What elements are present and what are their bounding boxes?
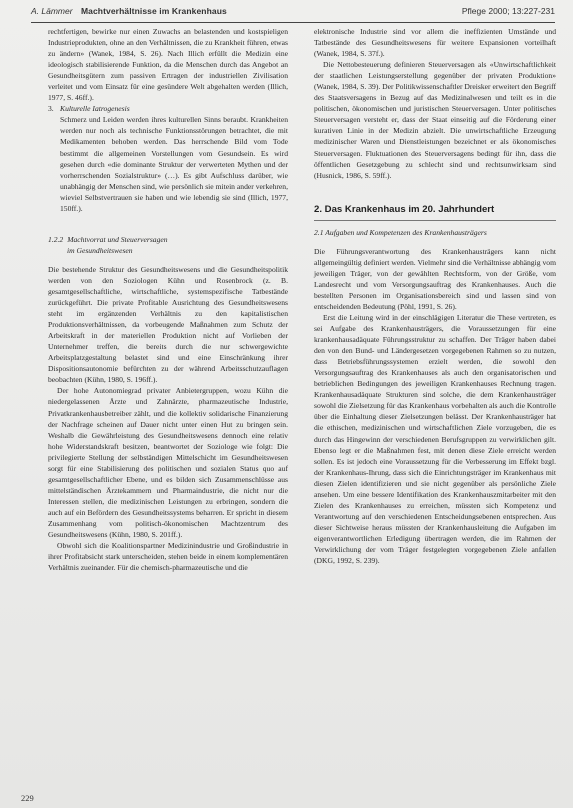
left-paragraph-3: Der hohe Autonomiegrad privater Anbietergruppen, wozu Kühn die niedergelassenen Ärzte und Zahnärzte, pharmazeutische Industrie, Privatkrankenhausbetreiber zählt, und die kollektiv solidarische Finanzierung der Nachfrage scheinen auf Dauer nicht unter einen Hut zu bringen sein. Weshalb die Gewährleistung des Gesundheitswesens dennoch eine relativ hohe Widerstandskraft besitzen, beantwortet der Soziologe wie folgt: Die privilegierte Stellung der selbständigen Mittelschicht im Gesundheitswesen sorgt für eine Stabilisierung des politischen und sozialen Status quo auf gesamtgesellschaftlicher Ebene, und es bilden sich Zusammenschlüsse aus mittelständischen Ärztekammern und Pharmaindustrie, die nicht nur die Interessen stellen, die medizinischen Leistungen zu erbringen, sondern die auch auf ein Befördern des Gesundheitssystems beharren. Er spricht in diesem Zusammenhang vom politisch-ökonomischen Machtzentrum des Gesundheitswesens (Kühn, 1980, S. 201ff.). bbox=[48, 386, 288, 540]
subsection-heading bbox=[48, 234, 288, 256]
list-item-3 bbox=[48, 103, 288, 213]
header-citation: Pflege 2000; 13:227-231 bbox=[461, 6, 555, 16]
left-paragraph-4: Obwohl sich die Koalitionspartner Medizinindustrie und Großindustrie in ihrer Profitabsicht stark unterscheiden, stehen beide in einem komplementären Verhältnis zueinander. Für die chemisch-pharmazeutische und die bbox=[48, 541, 288, 573]
subsection-number: 1.2.2 bbox=[48, 234, 64, 244]
right-paragraph-1: elektronische Industrie sind vor allem die ineffizienten Umstände und Tatbestände des Gesundheitswesens für weitere Expansionen vorteilhaft (Wanek, 1984, S. 37f.). bbox=[314, 27, 556, 59]
list-item-body: Schmerz und Leiden werden ihres kulturellen Sinns beraubt. Krankheiten werden nur noch als technische Funktionsstörungen betrachtet, die mit Medikamenten behoben werden. Das herrschende Bild vom Tode bestimmt die allgemeinen Vorstellungen vom Gesundsein. Es wird gesehen durch «die dominante Struktur der verwerteten Mythen und der vorherrschenden Sozialstruktur» (…). Es gibt Aufschluss darüber, wie unabhängig der Menschen sind, wie persönlich sie mitein ander verkehren, wieviel Selbstvertrauen sie haben und wie lebendig sie sind (Illich, 1977, 150ff.). bbox=[60, 115, 288, 213]
right-column bbox=[314, 26, 556, 566]
list-item-number: 3. bbox=[48, 104, 54, 114]
header-title: Machtverhältnisse im Krankenhaus bbox=[80, 6, 227, 16]
section-rule bbox=[314, 220, 556, 221]
section-subheading: 2.1 Aufgaben und Kompetenzen des Krankenhausträgers bbox=[314, 227, 487, 237]
right-paragraph-2: Die Nettobesteuerung definieren Steuerversagen als «Unwirtschaftlichkeit der staatlichen Leistungserstellung gegenüber der privaten Produktion» (Wanek, 1984, S. 39). Der Politikwissenschaftler Dreisker erweitert den Begriff des Staatsversagens in Bezug auf das Medizinalwesen und teilt es in die politischen, ökonomischen und juristischen Steuerversagen. Unter politisches Steuerversagen versteht er, dass der Staat einseitig auf die Förderung einer kurativen Linie in der Medizin abzielt. Die unwirtschaftliche Erzeugung medizinischer Waren und Dienstleistungen bezeichnet er als ökonomisches Steuerversagen. Fluktuationen des Steuerversagens bedingt für ihn, dass die öffentlichen Gesetzgebung zu schlecht sind und rechtsunwirksam sind (Husnick, 1986, S. 59ff.). bbox=[314, 60, 556, 180]
left-paragraph-2: Die bestehende Struktur des Gesundheitswesens und die Gesundheitspolitik werden von den Soziologen Kühn und Rosenbrock (z. B. gesamtgesellschaftliche, wirtschaftliche, systemspezifische Tatbestände zurückgeführt. Die private Profitable Ausrichtung des Gesundheitswesens steht im ergänzenden Verhältnis zu den kapitalistischen Produktionsverhältnissen, da vorbeugende Maßnahmen zum Schutz der Arbeitskraft in der materiellen Produktion nicht auf Vorlieben der Unternehmer treffen, die bereits durch die nur schwergewichte Arbeitsplatzgestaltung belastet sind und eine Einschränkung ihrer Dispositionsautonomie befürchten zu der während Arbeitsschutzauflagen beobachten (Kühn, 1980, S. 196ff.). bbox=[48, 264, 288, 385]
running-header bbox=[31, 0, 555, 23]
header-author: A. Lämmer bbox=[31, 6, 73, 16]
right-paragraph-4: Erst die Leitung wird in der einschlägigen Literatur die These vertreten, es sei Aufgabe des Krankenhausträgers, die Voraussetzungen für eine krankenhausadäquate Führungsstruktur zu schaffen. Der Träger haben dabei den von den Bund- und Ländergesetzen vorgegebenen Rahmen so zu nutzen, dass Betriebsführungssystemen erzielt werden, die sowohl den Versorgungsauftrag des Krankenhauses als auch den organisatorischen und betrieblichen Bedingungen des jeweiligen Krankenhauses Rechnung tragen. Krankenhausadäquate Strukturen sind solche, die dem Krankenhausträger sowohl die Zielsetzung für das Krankenhaus vorbehalten als auch die Kontrolle über die Einhaltung dieser Zielsetzungen belässt. Der Krankenhausträger hat die ethischen, medizinischen und wirtschaftlichen Ziele vorzugeben, die es durch das Hingewinn der verschiedenen Berufsgruppen zu verwirklichen gilt. Ebenso legt er die Maßnahmen fest, mit denen diese Ziele erreicht werden sollen. Es ist jedoch eine Voraussetzung für die Verbesserung im Effekt bzgl. der Krankenhaus-Ihrung, dass sich die Einrichtungsträger im Krankenhaus mit diesen Zielen identifizieren und sie nicht gegenüber als persönliche Ziele ansehen. Um eine bessere Identifikation des Krankenhauszmitarbeiter mit den Zielen des Krankenhauses zu erreichen, müssten sich Kompetenz und Verantwortung auf den verschiedenen Entscheidungsebenen entsprechen. Aus dieser Sichtweise heraus müssten der Krankenhausleitung die Aufgaben im eigenverantwortlichen Erledigung übertragen werden, die im Rahmen der Verwirklichung der vom Träger festgelegten vorgegebenen Ziele anfallen (DKG, 1992, S. 239). bbox=[314, 312, 556, 566]
right-paragraph-3: Die Führungsverantwortung des Krankenhausträgers kann nicht allgemeingültig definiert werden. Vielmehr sind die Verhältnisse abhängig vom jeweiligen Träger, von der gewählten Rechtsform, von der Größe, vom Landesrecht und vom Versorgungsauftrag des Krankenhauses. Auch die bestellten Personen im Organisationsbereich sind und lassen sind von entscheidenden Bedeutung (Pöhl, 1991, S. 26). bbox=[314, 246, 556, 311]
list-item-heading: Kulturelle Iatrogenesis bbox=[60, 104, 130, 114]
subsection-title-line-1: Machtvorrat und Steuerversagen bbox=[67, 234, 168, 244]
page-number: 229 bbox=[21, 793, 34, 803]
left-column bbox=[48, 26, 288, 573]
left-paragraph-1: rechtfertigen, bewirke nur einen Zuwachs an belastenden und kostspieligen Industrieprodukten, ohne an den Verhältnissen, die zu Krankheit führen, etwas zu ändern» (Wanek, 1984, S. 26). Nach Illich erfüllt die Medizin eine ideologisch stabilisierende Funktion, da die Menschen durch das Angebot an Gesundheitsgütern zum passiven Ertragen der industriellen Zivilisation verleitet und vom Einsatz für eine gesündere Welt abgehalten werden (Illich, 1977, S. 46ff.). bbox=[48, 27, 288, 103]
section-heading: 2. Das Krankenhaus im 20. Jahrhundert bbox=[314, 203, 495, 215]
subsection-title-line-2: im Gesundheitswesen bbox=[67, 245, 133, 255]
